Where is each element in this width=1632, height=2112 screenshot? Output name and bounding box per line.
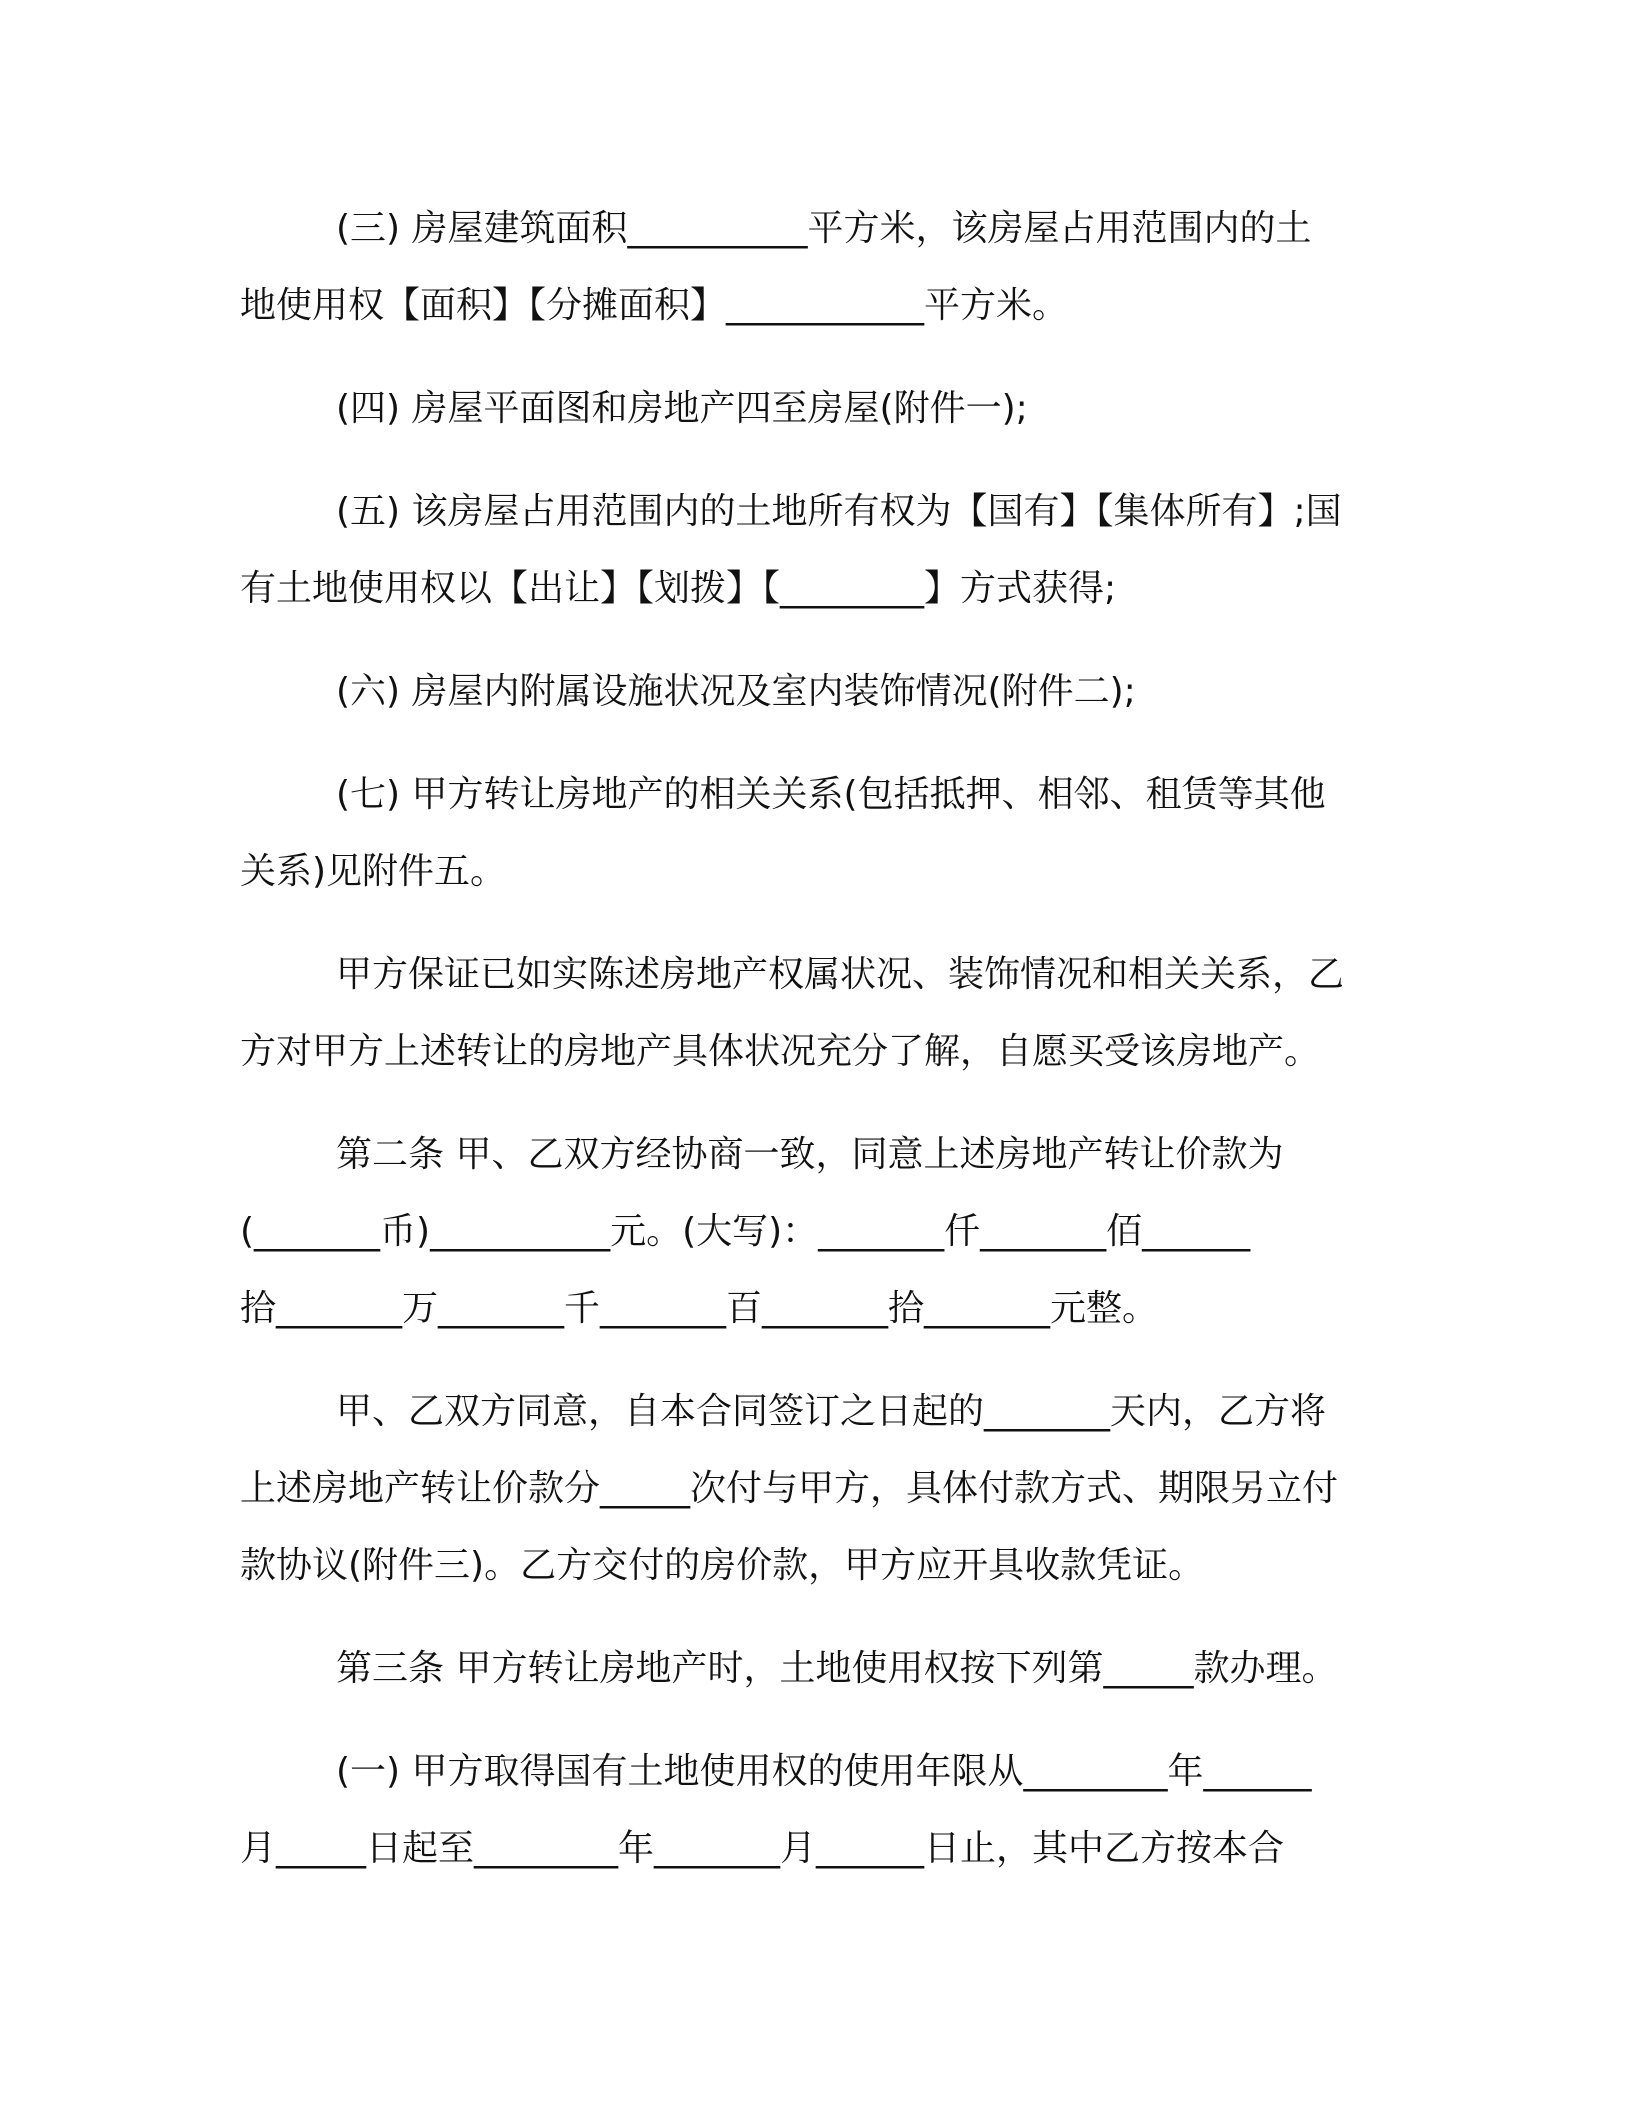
text-line: (三) 房屋建筑面积__________平方米，该房屋占用范围内的土 — [336, 208, 1312, 249]
text-line: 第二条 甲、乙双方经协商一致，同意上述房地产转让价款为 — [336, 1134, 1284, 1175]
clause-5-land-ownership — [240, 473, 1400, 627]
text-line: (七) 甲方转让房地产的相关关系(包括抵押、相邻、租赁等其他 — [336, 774, 1326, 815]
text-line: (五) 该房屋占用范围内的土地所有权为【国有】【集体所有】;国 — [336, 491, 1342, 532]
text-line: 有土地使用权以【出让】【划拨】【________】方式获得; — [240, 568, 1117, 609]
payment-terms — [240, 1373, 1400, 1604]
text-line: (一) 甲方取得国有土地使用权的使用年限从________年______ — [336, 1751, 1312, 1792]
text-line: 关系)见附件五。 — [240, 851, 507, 892]
text-line: (六) 房屋内附属设施状况及室内装饰情况(附件二); — [336, 671, 1136, 712]
clause-1-land-term — [240, 1733, 1400, 1887]
clause-6-facilities — [240, 653, 1400, 730]
article-2-price — [240, 1116, 1400, 1347]
document-body — [240, 190, 1400, 1913]
text-line: 款协议(附件三)。乙方交付的房价款，甲方应开具收款凭证。 — [240, 1545, 1205, 1586]
text-line: 拾_______万_______千_______百_______拾_______元整。 — [240, 1288, 1159, 1329]
text-line: 月_____日起至________年_______月______日止，其中乙方按本合 — [240, 1828, 1285, 1869]
text-line: (四) 房屋平面图和房地产四至房屋(附件一); — [336, 388, 1028, 429]
text-line: 第三条 甲方转让房地产时，土地使用权按下列第_____款办理。 — [336, 1648, 1338, 1689]
text-line: 方对甲方上述转让的房地产具体状况充分了解，自愿买受该房地产。 — [240, 1031, 1321, 1072]
text-line: 上述房地产转让价款分_____次付与甲方，具体付款方式、期限另立付 — [240, 1468, 1339, 1509]
text-line: 地使用权【面积】【分摊面积】___________平方米。 — [240, 285, 1069, 326]
article-3-land-use — [240, 1630, 1400, 1707]
clause-4-floor-plan — [240, 370, 1400, 447]
clause-7-relations — [240, 756, 1400, 910]
party-a-guarantee — [240, 936, 1400, 1090]
text-line: (_______币)__________元。(大写)：_______仟_______佰______ — [240, 1211, 1251, 1252]
clause-3-building-area — [240, 190, 1400, 344]
text-line: 甲方保证已如实陈述房地产权属状况、装饰情况和相关关系，乙 — [336, 954, 1345, 995]
text-line: 甲、乙双方同意，自本合同签订之日起的_______天内，乙方将 — [336, 1391, 1327, 1432]
